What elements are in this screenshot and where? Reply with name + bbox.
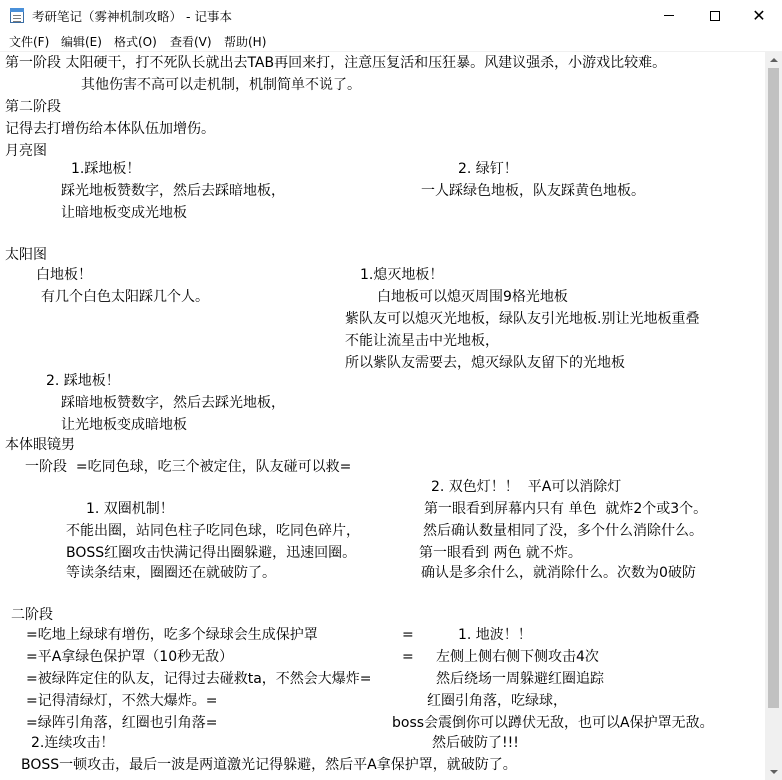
notepad-icon (10, 8, 24, 23)
text-line: = (402, 627, 414, 643)
text-line: 然后破防了!!! (432, 735, 519, 751)
scroll-up-button[interactable] (765, 51, 782, 68)
menu-edit[interactable]: 编辑(E) (61, 35, 102, 49)
text-line: 左侧上侧右侧下侧攻击4次 (436, 649, 599, 665)
text-line: BOSS红圈攻击快满记得出圈躲避，迅速回圈。 (66, 545, 357, 561)
text-line: =绿阵引角落，红圈也引角落= (26, 715, 218, 731)
text-line: 然后确认数量相同了没，多个什么消除什么。 (423, 523, 703, 539)
text-line: 一阶段 =吃同色球，吃三个被定住，队友碰可以救= (25, 459, 352, 475)
text-line: 其他伤害不高可以走机制，机制简单不说了。 (81, 77, 361, 93)
text-line: 2. 绿钉！ (458, 161, 518, 177)
text-line: boss会震倒你可以蹲伏无敌，也可以A保护罩无敌。 (392, 715, 714, 731)
text-line: 有几个白色太阳踩几个人。 (41, 289, 209, 305)
text-line: 太阳图 (5, 247, 47, 263)
menu-view[interactable]: 查看(V) (170, 35, 212, 49)
text-line: BOSS一顿攻击，最后一波是两道激光记得躲避，然后平A拿保护罩，就破防了。 (21, 757, 517, 773)
text-line: 不能出圈，站同色柱子吃同色球，吃同色碎片， (66, 523, 360, 539)
arrow-up-icon (770, 58, 778, 62)
text-line: 第一眼看到屏幕内只有 单色 就炸2个或3个。 (424, 501, 708, 517)
title-bar[interactable] (0, 0, 782, 31)
close-button[interactable] (736, 0, 782, 31)
text-line: 第一眼看到 两色 就不炸。 (419, 545, 582, 561)
window-title: 考研笔记（雾神机制攻略） - 记事本 (32, 9, 232, 24)
minimize-button[interactable] (646, 0, 692, 31)
text-line: 不能让流星击中光地板， (345, 333, 499, 349)
scrollbar-thumb[interactable] (768, 68, 779, 708)
text-editor[interactable] (0, 51, 765, 780)
text-line: = (402, 649, 414, 665)
text-line: 一人踩绿色地板，队友踩黄色地板。 (421, 183, 645, 199)
text-line: 第一阶段 太阳硬干，打不死队长就出去TAB再回来打，注意压复活和压狂暴。风建议强杀，小游戏比较难。 (5, 55, 667, 71)
text-line: 踩光地板赞数字，然后去踩暗地板， (61, 183, 285, 199)
menu-format[interactable]: 格式(O) (114, 35, 157, 49)
text-line: 1.踩地板！ (71, 161, 141, 177)
text-line: 所以紫队友需要去，熄灭绿队友留下的光地板 (345, 355, 625, 371)
text-line: 1. 地波！！ (458, 627, 532, 643)
text-line: 第二阶段 (5, 99, 61, 115)
close-icon: ✕ (752, 5, 766, 25)
text-line: 2.连续攻击！ (31, 735, 115, 751)
text-line: 让光地板变成暗地板 (61, 417, 187, 433)
text-line: 2. 踩地板！ (46, 373, 120, 389)
text-line: 让暗地板变成光地板 (61, 205, 187, 221)
text-line: 红圈引角落，吃绿球， (427, 693, 567, 709)
text-line: =平A拿绿色保护罩（10秒无敌） (26, 649, 234, 665)
text-line: 月亮图 (5, 143, 47, 159)
text-line: =记得清绿灯，不然大爆炸。= (26, 693, 218, 709)
minimize-icon (664, 15, 674, 16)
maximize-button[interactable] (692, 0, 738, 31)
text-line: 白地板可以熄灭周围9格光地板 (377, 289, 568, 305)
scroll-down-button[interactable] (765, 763, 782, 780)
text-line: 等读条结束，圈圈还在就破防了。 (66, 565, 276, 581)
text-line: 本体眼镜男 (5, 437, 75, 453)
text-line: 紫队友可以熄灭光地板，绿队友引光地板.别让光地板重叠 (345, 311, 700, 327)
text-line: 白地板！ (36, 267, 92, 283)
menu-bar (0, 31, 782, 51)
text-line: 1.熄灭地板！ (360, 267, 444, 283)
text-line: =被绿阵定住的队友，记得过去碰救ta，不然会大爆炸= (26, 671, 372, 687)
arrow-down-icon (770, 770, 778, 774)
text-line: 二阶段 (11, 607, 53, 623)
menu-help[interactable]: 帮助(H) (224, 35, 267, 49)
vertical-scrollbar[interactable] (765, 51, 782, 780)
text-line: =吃地上绿球有增伤，吃多个绿球会生成保护罩 (26, 627, 318, 643)
text-line: 1. 双圈机制！ (86, 501, 174, 517)
menu-file[interactable]: 文件(F) (9, 35, 50, 49)
text-line: 然后绕场一周躲避红圈追踪 (436, 671, 604, 687)
text-line: 2. 双色灯！！ 平A可以消除灯 (431, 479, 622, 495)
text-line: 确认是多余什么，就消除什么。次数为0破防 (421, 565, 696, 581)
text-line: 踩暗地板赞数字，然后去踩光地板， (61, 395, 285, 411)
maximize-icon (710, 11, 720, 21)
text-line: 记得去打增伤给本体队伍加增伤。 (5, 121, 215, 137)
